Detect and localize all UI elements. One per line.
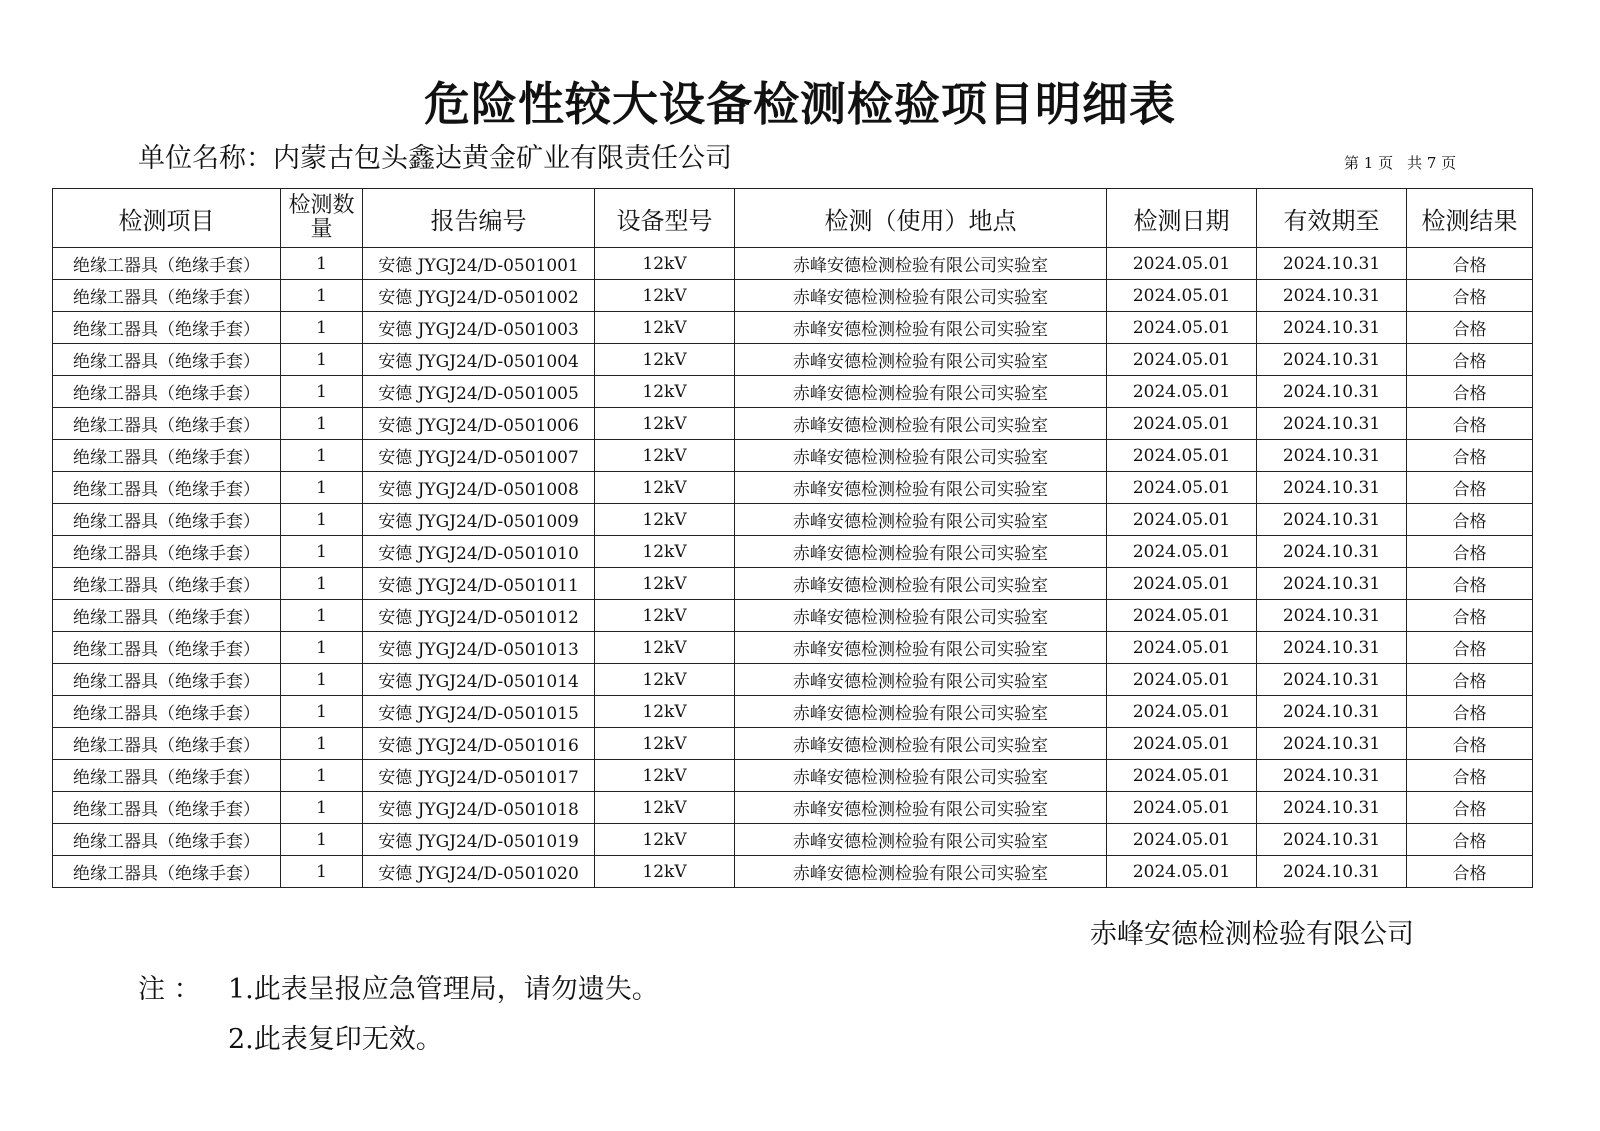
- table-row: [53, 728, 1533, 760]
- cell-location: 赤峰安德检测检验有限公司实验室: [735, 824, 1107, 856]
- header-valid-until: 有效期至: [1257, 189, 1407, 248]
- cell-valid-until: 2024.10.31: [1257, 696, 1407, 728]
- cell-result: 合格: [1407, 824, 1533, 856]
- cell-quantity: 1: [281, 600, 363, 632]
- table-row: [53, 632, 1533, 664]
- cell-location: 赤峰安德检测检验有限公司实验室: [735, 504, 1107, 536]
- cell-valid-until: 2024.10.31: [1257, 440, 1407, 472]
- cell-location: 赤峰安德检测检验有限公司实验室: [735, 856, 1107, 888]
- cell-report-no: 安德 JYGJ24/D-0501010: [363, 536, 595, 568]
- table-row: [53, 664, 1533, 696]
- cell-test-date: 2024.05.01: [1107, 728, 1257, 760]
- cell-report-no: 安德 JYGJ24/D-0501003: [363, 312, 595, 344]
- table-row: [53, 536, 1533, 568]
- total-pages: 共 7 页: [1407, 154, 1457, 172]
- cell-quantity: 1: [281, 440, 363, 472]
- cell-test-date: 2024.05.01: [1107, 280, 1257, 312]
- cell-model: 12kV: [595, 856, 735, 888]
- cell-valid-until: 2024.10.31: [1257, 728, 1407, 760]
- table-row: [53, 440, 1533, 472]
- cell-valid-until: 2024.10.31: [1257, 376, 1407, 408]
- cell-valid-until: 2024.10.31: [1257, 312, 1407, 344]
- cell-quantity: 1: [281, 344, 363, 376]
- cell-report-no: 安德 JYGJ24/D-0501011: [363, 568, 595, 600]
- cell-model: 12kV: [595, 472, 735, 504]
- cell-location: 赤峰安德检测检验有限公司实验室: [735, 760, 1107, 792]
- cell-item: 绝缘工器具（绝缘手套）: [53, 472, 281, 504]
- cell-location: 赤峰安德检测检验有限公司实验室: [735, 696, 1107, 728]
- cell-quantity: 1: [281, 408, 363, 440]
- cell-item: 绝缘工器具（绝缘手套）: [53, 728, 281, 760]
- cell-location: 赤峰安德检测检验有限公司实验室: [735, 472, 1107, 504]
- cell-item: 绝缘工器具（绝缘手套）: [53, 248, 281, 280]
- cell-valid-until: 2024.10.31: [1257, 504, 1407, 536]
- cell-valid-until: 2024.10.31: [1257, 664, 1407, 696]
- table-row: [53, 280, 1533, 312]
- current-page: 第 1 页: [1344, 154, 1394, 172]
- cell-report-no: 安德 JYGJ24/D-0501012: [363, 600, 595, 632]
- cell-model: 12kV: [595, 536, 735, 568]
- table-header-row: [53, 189, 1533, 248]
- table-row: [53, 376, 1533, 408]
- cell-result: 合格: [1407, 312, 1533, 344]
- cell-test-date: 2024.05.01: [1107, 824, 1257, 856]
- cell-item: 绝缘工器具（绝缘手套）: [53, 408, 281, 440]
- cell-test-date: 2024.05.01: [1107, 312, 1257, 344]
- cell-quantity: 1: [281, 632, 363, 664]
- cell-quantity: 1: [281, 536, 363, 568]
- cell-result: 合格: [1407, 376, 1533, 408]
- header-location: 检测（使用）地点: [735, 189, 1107, 248]
- cell-quantity: 1: [281, 824, 363, 856]
- cell-report-no: 安德 JYGJ24/D-0501009: [363, 504, 595, 536]
- cell-model: 12kV: [595, 600, 735, 632]
- cell-report-no: 安德 JYGJ24/D-0501015: [363, 696, 595, 728]
- cell-test-date: 2024.05.01: [1107, 568, 1257, 600]
- table-row: [53, 408, 1533, 440]
- cell-report-no: 安德 JYGJ24/D-0501017: [363, 760, 595, 792]
- table-row: [53, 248, 1533, 280]
- header-quantity: 检测数量: [281, 189, 363, 248]
- cell-report-no: 安德 JYGJ24/D-0501004: [363, 344, 595, 376]
- cell-item: 绝缘工器具（绝缘手套）: [53, 760, 281, 792]
- cell-item: 绝缘工器具（绝缘手套）: [53, 568, 281, 600]
- cell-model: 12kV: [595, 568, 735, 600]
- cell-test-date: 2024.05.01: [1107, 376, 1257, 408]
- table-row: [53, 696, 1533, 728]
- cell-result: 合格: [1407, 440, 1533, 472]
- cell-test-date: 2024.05.01: [1107, 600, 1257, 632]
- table-row: [53, 568, 1533, 600]
- cell-report-no: 安德 JYGJ24/D-0501020: [363, 856, 595, 888]
- cell-model: 12kV: [595, 632, 735, 664]
- cell-quantity: 1: [281, 696, 363, 728]
- cell-item: 绝缘工器具（绝缘手套）: [53, 792, 281, 824]
- cell-quantity: 1: [281, 728, 363, 760]
- cell-valid-until: 2024.10.31: [1257, 856, 1407, 888]
- cell-result: 合格: [1407, 568, 1533, 600]
- cell-model: 12kV: [595, 728, 735, 760]
- cell-location: 赤峰安德检测检验有限公司实验室: [735, 408, 1107, 440]
- cell-quantity: 1: [281, 504, 363, 536]
- cell-result: 合格: [1407, 344, 1533, 376]
- cell-item: 绝缘工器具（绝缘手套）: [53, 664, 281, 696]
- cell-item: 绝缘工器具（绝缘手套）: [53, 376, 281, 408]
- cell-result: 合格: [1407, 248, 1533, 280]
- cell-location: 赤峰安德检测检验有限公司实验室: [735, 280, 1107, 312]
- header-report-no: 报告编号: [363, 189, 595, 248]
- cell-item: 绝缘工器具（绝缘手套）: [53, 440, 281, 472]
- table-row: [53, 824, 1533, 856]
- cell-result: 合格: [1407, 728, 1533, 760]
- cell-report-no: 安德 JYGJ24/D-0501018: [363, 792, 595, 824]
- cell-result: 合格: [1407, 856, 1533, 888]
- cell-result: 合格: [1407, 280, 1533, 312]
- cell-item: 绝缘工器具（绝缘手套）: [53, 696, 281, 728]
- table-row: [53, 472, 1533, 504]
- cell-quantity: 1: [281, 248, 363, 280]
- table-row: [53, 760, 1533, 792]
- table-row: [53, 312, 1533, 344]
- table-row: [53, 792, 1533, 824]
- cell-report-no: 安德 JYGJ24/D-0501006: [363, 408, 595, 440]
- cell-quantity: 1: [281, 312, 363, 344]
- cell-valid-until: 2024.10.31: [1257, 792, 1407, 824]
- cell-test-date: 2024.05.01: [1107, 856, 1257, 888]
- cell-item: 绝缘工器具（绝缘手套）: [53, 280, 281, 312]
- cell-valid-until: 2024.10.31: [1257, 344, 1407, 376]
- cell-valid-until: 2024.10.31: [1257, 600, 1407, 632]
- cell-item: 绝缘工器具（绝缘手套）: [53, 824, 281, 856]
- cell-location: 赤峰安德检测检验有限公司实验室: [735, 248, 1107, 280]
- cell-quantity: 1: [281, 376, 363, 408]
- cell-model: 12kV: [595, 312, 735, 344]
- cell-result: 合格: [1407, 504, 1533, 536]
- header-result: 检测结果: [1407, 189, 1533, 248]
- cell-test-date: 2024.05.01: [1107, 696, 1257, 728]
- note-item: 2.此表复印无效。: [228, 1024, 443, 1055]
- cell-report-no: 安德 JYGJ24/D-0501005: [363, 376, 595, 408]
- issuer-signature: 赤峰安德检测检验有限公司: [1090, 919, 1414, 950]
- cell-location: 赤峰安德检测检验有限公司实验室: [735, 376, 1107, 408]
- cell-valid-until: 2024.10.31: [1257, 568, 1407, 600]
- cell-location: 赤峰安德检测检验有限公司实验室: [735, 344, 1107, 376]
- cell-result: 合格: [1407, 600, 1533, 632]
- cell-location: 赤峰安德检测检验有限公司实验室: [735, 600, 1107, 632]
- cell-result: 合格: [1407, 408, 1533, 440]
- cell-report-no: 安德 JYGJ24/D-0501016: [363, 728, 595, 760]
- table-row: [53, 344, 1533, 376]
- cell-valid-until: 2024.10.31: [1257, 536, 1407, 568]
- cell-quantity: 1: [281, 856, 363, 888]
- cell-location: 赤峰安德检测检验有限公司实验室: [735, 536, 1107, 568]
- cell-item: 绝缘工器具（绝缘手套）: [53, 504, 281, 536]
- cell-model: 12kV: [595, 344, 735, 376]
- cell-valid-until: 2024.10.31: [1257, 824, 1407, 856]
- page-indicator: [1344, 152, 1456, 173]
- cell-location: 赤峰安德检测检验有限公司实验室: [735, 632, 1107, 664]
- cell-valid-until: 2024.10.31: [1257, 472, 1407, 504]
- cell-valid-until: 2024.10.31: [1257, 248, 1407, 280]
- cell-result: 合格: [1407, 664, 1533, 696]
- cell-quantity: 1: [281, 472, 363, 504]
- table-row: [53, 856, 1533, 888]
- cell-model: 12kV: [595, 376, 735, 408]
- cell-result: 合格: [1407, 632, 1533, 664]
- cell-model: 12kV: [595, 792, 735, 824]
- cell-valid-until: 2024.10.31: [1257, 760, 1407, 792]
- unit-name: 单位名称：内蒙古包头鑫达黄金矿业有限责任公司: [138, 143, 732, 174]
- note-item: 1.此表呈报应急管理局，请勿遗失。: [228, 974, 659, 1005]
- cell-item: 绝缘工器具（绝缘手套）: [53, 312, 281, 344]
- document-title: 危险性较大设备检测检验项目明细表: [424, 77, 1176, 131]
- cell-model: 12kV: [595, 696, 735, 728]
- cell-model: 12kV: [595, 664, 735, 696]
- cell-item: 绝缘工器具（绝缘手套）: [53, 536, 281, 568]
- cell-valid-until: 2024.10.31: [1257, 280, 1407, 312]
- cell-test-date: 2024.05.01: [1107, 760, 1257, 792]
- cell-test-date: 2024.05.01: [1107, 440, 1257, 472]
- cell-quantity: 1: [281, 568, 363, 600]
- header-model: 设备型号: [595, 189, 735, 248]
- cell-result: 合格: [1407, 472, 1533, 504]
- table-row: [53, 600, 1533, 632]
- header-test-date: 检测日期: [1107, 189, 1257, 248]
- cell-test-date: 2024.05.01: [1107, 632, 1257, 664]
- cell-location: 赤峰安德检测检验有限公司实验室: [735, 664, 1107, 696]
- cell-report-no: 安德 JYGJ24/D-0501008: [363, 472, 595, 504]
- cell-test-date: 2024.05.01: [1107, 472, 1257, 504]
- cell-item: 绝缘工器具（绝缘手套）: [53, 856, 281, 888]
- header-item: 检测项目: [53, 189, 281, 248]
- cell-test-date: 2024.05.01: [1107, 408, 1257, 440]
- cell-valid-until: 2024.10.31: [1257, 632, 1407, 664]
- cell-quantity: 1: [281, 792, 363, 824]
- cell-test-date: 2024.05.01: [1107, 504, 1257, 536]
- cell-location: 赤峰安德检测检验有限公司实验室: [735, 792, 1107, 824]
- notes-label: 注 ：: [138, 974, 201, 1005]
- cell-item: 绝缘工器具（绝缘手套）: [53, 344, 281, 376]
- cell-report-no: 安德 JYGJ24/D-0501007: [363, 440, 595, 472]
- cell-location: 赤峰安德检测检验有限公司实验室: [735, 312, 1107, 344]
- cell-location: 赤峰安德检测检验有限公司实验室: [735, 728, 1107, 760]
- table-body: [53, 248, 1533, 888]
- cell-quantity: 1: [281, 664, 363, 696]
- cell-item: 绝缘工器具（绝缘手套）: [53, 600, 281, 632]
- cell-report-no: 安德 JYGJ24/D-0501013: [363, 632, 595, 664]
- cell-result: 合格: [1407, 536, 1533, 568]
- cell-test-date: 2024.05.01: [1107, 664, 1257, 696]
- cell-model: 12kV: [595, 280, 735, 312]
- cell-model: 12kV: [595, 824, 735, 856]
- cell-location: 赤峰安德检测检验有限公司实验室: [735, 568, 1107, 600]
- cell-result: 合格: [1407, 792, 1533, 824]
- cell-model: 12kV: [595, 248, 735, 280]
- cell-result: 合格: [1407, 696, 1533, 728]
- cell-result: 合格: [1407, 760, 1533, 792]
- cell-item: 绝缘工器具（绝缘手套）: [53, 632, 281, 664]
- cell-valid-until: 2024.10.31: [1257, 408, 1407, 440]
- cell-model: 12kV: [595, 760, 735, 792]
- cell-report-no: 安德 JYGJ24/D-0501019: [363, 824, 595, 856]
- cell-report-no: 安德 JYGJ24/D-0501002: [363, 280, 595, 312]
- cell-model: 12kV: [595, 408, 735, 440]
- table-row: [53, 504, 1533, 536]
- inspection-table: [52, 188, 1533, 888]
- cell-test-date: 2024.05.01: [1107, 344, 1257, 376]
- cell-quantity: 1: [281, 760, 363, 792]
- cell-test-date: 2024.05.01: [1107, 536, 1257, 568]
- cell-report-no: 安德 JYGJ24/D-0501001: [363, 248, 595, 280]
- cell-test-date: 2024.05.01: [1107, 248, 1257, 280]
- cell-location: 赤峰安德检测检验有限公司实验室: [735, 440, 1107, 472]
- cell-test-date: 2024.05.01: [1107, 792, 1257, 824]
- cell-report-no: 安德 JYGJ24/D-0501014: [363, 664, 595, 696]
- cell-model: 12kV: [595, 504, 735, 536]
- cell-model: 12kV: [595, 440, 735, 472]
- cell-quantity: 1: [281, 280, 363, 312]
